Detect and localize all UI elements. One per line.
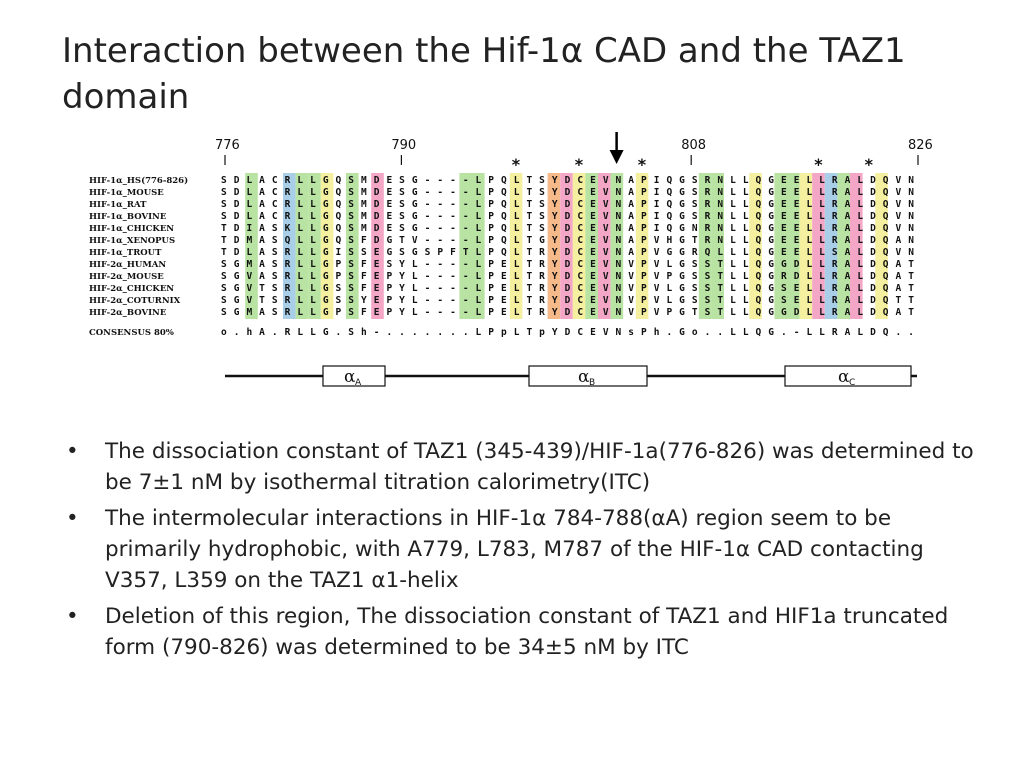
alignment-svg xyxy=(85,130,955,400)
sequence-name: HIF-1α_BOVINE xyxy=(89,212,167,222)
helix-subscript: A xyxy=(355,378,362,388)
sequence-residues: TDIASKLLGQSMDESG----LPQLTSYDCEVNAPIQGNRNLLQGEELLRALDQVN xyxy=(221,223,914,234)
bullet-list xyxy=(62,436,982,668)
bullet-text: The dissociation constant of TAZ1 (345-439)/HIF-1a(776-826) was determined to be 7±1 nM by isothermal titration calorimetry(ITC) xyxy=(105,439,974,495)
consensus-sequence: o.hA.RLLG.Sh-.......LPpLTpYDCEVNsPh.Go..LLQG.-LLRALDQ.. xyxy=(221,327,914,338)
sequence-name: HIF-1α_CHICKEN xyxy=(89,224,175,234)
bullet-text: The intermolecular interactions in HIF-1α 784-788(αA) region seem to be primarily hydrophobic, with A779, L783, M787 of the HIF-1α CAD contacting V357, L359 on the TAZ1 α1-helix xyxy=(105,506,924,593)
sequence-name: HIF-2α_HUMAN xyxy=(89,260,167,270)
sequence-residues: SDLACRLLGQSMDESG----LPQLTSYDCEVNAPIQGSRNLLQGEELLRALDQVN xyxy=(221,199,914,210)
sequence-residues: SGVTSRLLGSSFEPYL----LPELTRYDCEVNVPVLGSSTLLQGSELLRALDQAT xyxy=(221,283,914,294)
conservation-star: * xyxy=(574,155,584,174)
position-marker: 826 xyxy=(908,138,933,153)
bullet-item xyxy=(62,503,982,596)
bullet-symbol: • xyxy=(66,604,79,629)
sequence-alignment-figure xyxy=(85,130,955,400)
conservation-star: * xyxy=(637,155,647,174)
position-marker: 790 xyxy=(391,138,417,153)
sequence-residues: TDLASRLLGISSEGSGSPFTLPQLTRYDCEVNAPVGGRQLLLQGEELLSALDQVN xyxy=(221,247,914,258)
sequence-name: HIF-1α_HS(776-826) xyxy=(89,176,189,186)
sequence-residues: SDLACRLLGQSMDESG----LPQLTSYDCEVNAPIQGSRNLLQGEELLRALDQVN xyxy=(221,211,914,222)
sequence-name: HIF-1α_XENOPUS xyxy=(89,236,176,246)
bullet-symbol: • xyxy=(66,439,79,464)
bullet-text: Deletion of this region, The dissociation constant of TAZ1 and HIF1a truncated form (790-826) was determined to be 34±5 nM by ITC xyxy=(105,604,949,660)
bullet-item xyxy=(62,436,982,498)
sequence-residues: SGMASRLLGPSFESYL----LPELTRYDCEVNVPVLGSSTLLQGGDLLRALDQAT xyxy=(221,259,914,270)
sequence-name: HIF-1α_RAT xyxy=(89,200,147,210)
sequence-name: HIF-2α_COTURNIX xyxy=(89,296,181,306)
sequence-residues: TDMASQLLGQSFDGTV----LPQLTGYDCEVNAPVHGTRNLLQGEELLRALDQAN xyxy=(221,235,914,246)
conservation-star: * xyxy=(814,155,823,174)
cleavage-arrow-head xyxy=(610,150,624,164)
helix-subscript: B xyxy=(589,378,596,388)
sequence-name: HIF-1α_TROUT xyxy=(89,248,162,258)
sequence-name: HIF-2α_MOUSE xyxy=(89,272,164,282)
sequence-residues: SGVASRLLGPSFEPYL----LPELTRYDCEVNVPVPGSSTLLQGRDLLRALDQAT xyxy=(221,271,914,282)
sequence-residues: SDLACRLLGQSMDESG----LPQLTSYDCEVNAPIQGSRNLLQGEELLRALDQVN xyxy=(221,175,914,186)
helix-label: α xyxy=(838,367,850,387)
sequence-residues: SGVTSRLLGSSYEPYL----LPELTRYDCEVNVPVLGSSTLLQGSELLRALDQTT xyxy=(221,295,914,306)
position-marker: 808 xyxy=(681,138,707,153)
position-marker: 776 xyxy=(215,138,240,153)
helix-label: α xyxy=(344,367,356,387)
consensus-label: CONSENSUS 80% xyxy=(89,328,174,338)
conservation-star: * xyxy=(864,155,873,174)
conservation-star: * xyxy=(511,155,521,174)
helix-subscript: C xyxy=(849,378,856,388)
bullet-symbol: • xyxy=(66,506,79,531)
sequence-residues: SDLACRLLGQSMDESG----LPQLTSYDCEVNAPIQGSRNLLQGEELLRALDQVN xyxy=(221,187,914,198)
sequence-name: HIF-2α_BOVINE xyxy=(89,308,167,318)
sequence-name: HIF-2α_CHICKEN xyxy=(89,284,175,294)
helix-label: α xyxy=(578,367,590,387)
slide-title: Interaction between the Hif-1α CAD and the TAZ1 domain xyxy=(62,31,906,117)
bullet-item xyxy=(62,601,982,663)
sequence-residues: SGMASRLLGPSFEPYL----LPELTRYDCEVNVPVPGTSTLLQGGDLLRALDQAT xyxy=(221,307,914,318)
sequence-name: HIF-1α_MOUSE xyxy=(89,188,164,198)
